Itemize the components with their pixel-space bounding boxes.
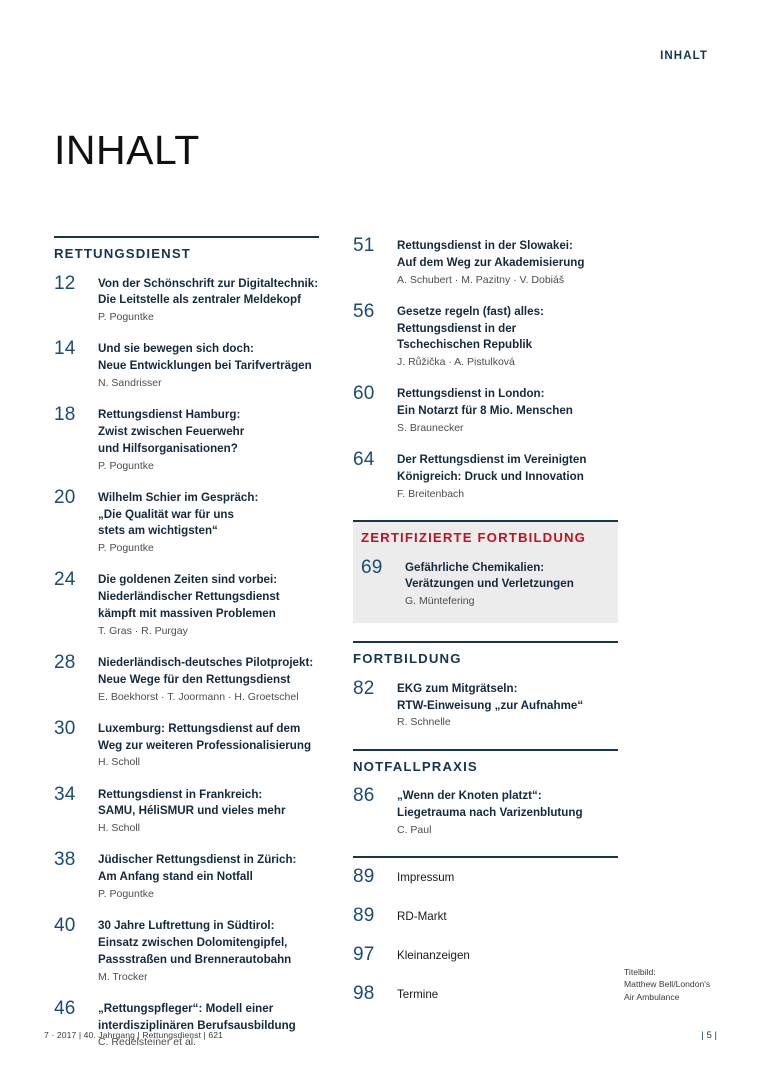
entry-body xyxy=(397,906,618,926)
entry-page-number[interactable]: 46 xyxy=(54,997,76,1019)
entry-body xyxy=(98,999,319,1051)
entry-authors: G. Müntefering xyxy=(405,595,475,608)
toc-entry[interactable] xyxy=(54,405,319,474)
entry-title[interactable]: „Rettungspfleger“: Modell einer interdisziplinären Berufsausbildung xyxy=(98,1001,296,1032)
entry-authors: M. Trocker xyxy=(98,970,148,983)
toc-entry[interactable] xyxy=(54,274,319,326)
entry-body xyxy=(397,302,618,371)
entry-title[interactable]: Wilhelm Schier im Gespräch: „Die Qualität war für uns stets am wichtigsten“ xyxy=(98,490,259,538)
toc-columns xyxy=(54,236,709,1051)
section-rule xyxy=(54,236,319,238)
entry-page-number[interactable]: 56 xyxy=(353,300,375,322)
toc-entry[interactable] xyxy=(54,488,319,557)
toc-section xyxy=(353,236,618,502)
entry-page-number[interactable]: 89 xyxy=(353,904,375,926)
entry-title[interactable]: Termine xyxy=(397,987,439,1001)
entry-title[interactable]: Rettungsdienst in Frankreich: SAMU, HéliSMUR und vieles mehr xyxy=(98,787,286,818)
entry-body xyxy=(98,339,319,391)
entry-authors: T. Gras · R. Purgay xyxy=(98,624,188,637)
toc-section xyxy=(54,236,319,1051)
toc-entry[interactable] xyxy=(353,384,618,436)
entry-body xyxy=(397,867,618,887)
toc-entry[interactable] xyxy=(54,785,319,837)
entry-page-number[interactable]: 20 xyxy=(54,486,76,508)
entry-authors: J. Růžička · A. Pistulková xyxy=(397,356,515,369)
footer-page-number: | 5 | xyxy=(701,1030,717,1041)
entry-authors: H. Scholl xyxy=(98,756,141,769)
cover-credit: Titelbild: Matthew Bell/London's Air Ambulance xyxy=(624,967,711,1002)
entry-page-number[interactable]: 38 xyxy=(54,849,76,871)
entry-page-number[interactable]: 14 xyxy=(54,338,76,360)
entry-page-number[interactable]: 40 xyxy=(54,915,76,937)
toc-entry[interactable] xyxy=(54,719,319,771)
toc-entry[interactable] xyxy=(353,302,618,371)
entry-authors: P. Poguntke xyxy=(98,888,154,900)
entry-page-number[interactable]: 69 xyxy=(361,556,383,578)
entry-title[interactable]: EKG zum Mitgrätseln: RTW-Einweisung „zur Aufnahme“ xyxy=(397,681,584,712)
entry-page-number[interactable]: 24 xyxy=(54,569,76,591)
entry-title[interactable]: Die goldenen Zeiten sind vorbei: Niederländischer Rettungsdienst kämpft mit massiven Problemen xyxy=(98,573,280,620)
toc-entry[interactable] xyxy=(54,850,319,902)
toc-entry[interactable] xyxy=(353,906,618,926)
entry-body xyxy=(397,236,618,288)
entry-authors: P. Poguntke xyxy=(98,542,154,555)
entry-body xyxy=(98,785,319,837)
entry-page-number[interactable]: 18 xyxy=(54,404,76,426)
section-rule xyxy=(353,520,618,522)
section-rule xyxy=(353,641,618,643)
entry-page-number[interactable]: 97 xyxy=(353,943,375,965)
entry-authors: R. Schnelle xyxy=(397,716,451,729)
toc-entry[interactable] xyxy=(54,916,319,985)
entry-title[interactable]: Gesetze regeln (fast) alles: Rettungsdienst in der Tschechischen Republik xyxy=(397,304,544,352)
entry-page-number[interactable]: 30 xyxy=(54,717,76,739)
entry-title[interactable]: Rettungsdienst in London: Ein Notarzt für 8 Mio. Menschen xyxy=(397,387,573,418)
section-rule xyxy=(353,856,618,858)
entry-title[interactable]: Luxemburg: Rettungsdienst auf dem Weg zur weiteren Professionalisierung xyxy=(98,721,312,752)
toc-column-right xyxy=(353,236,618,1023)
entry-body xyxy=(397,384,618,436)
entry-authors: S. Braunecker xyxy=(397,422,464,435)
entry-body xyxy=(98,488,319,557)
toc-section xyxy=(353,520,618,623)
toc-column-left xyxy=(54,236,319,1051)
entry-authors: F. Breitenbach xyxy=(397,487,465,500)
toc-entry[interactable] xyxy=(54,653,319,705)
entry-title[interactable]: 30 Jahre Luftrettung in Südtirol: Einsatz zwischen Dolomitengipfel, Passstraßen und Brennerautobahn xyxy=(98,919,292,966)
entry-authors: A. Schubert · M. Pazitny · V. Dobiáš xyxy=(397,273,565,286)
entry-title[interactable]: Und sie bewegen sich doch: Neue Entwicklungen bei Tarifverträgen xyxy=(98,342,312,373)
toc-section xyxy=(353,856,618,1004)
entry-page-number[interactable]: 28 xyxy=(54,651,76,673)
entry-authors: N. Sandrisser xyxy=(98,376,162,389)
toc-entry[interactable] xyxy=(353,450,618,502)
entry-body xyxy=(98,570,319,639)
entry-body xyxy=(405,558,618,610)
section-heading: NOTFALLPRAXIS xyxy=(353,758,478,774)
section-heading: ZERTIFIZIERTE FORTBILDUNG xyxy=(361,530,587,546)
entry-body xyxy=(98,916,319,985)
entry-authors: E. Boekhorst · T. Joormann · H. Groetschel xyxy=(98,690,299,703)
entry-title[interactable]: Kleinanzeigen xyxy=(397,948,470,962)
entry-title[interactable]: Rettungsdienst in der Slowakei: Auf dem Weg zur Akademisierung xyxy=(397,239,585,269)
entry-title[interactable]: Jüdischer Rettungsdienst in Zürich: Am Anfang stand ein Notfall xyxy=(98,853,297,884)
entry-body xyxy=(397,679,618,731)
toc-section xyxy=(353,749,618,838)
toc-section xyxy=(353,641,618,730)
entry-body xyxy=(98,653,319,705)
entry-page-number[interactable]: 34 xyxy=(54,783,76,805)
toc-entry[interactable] xyxy=(353,867,618,887)
toc-entry[interactable] xyxy=(353,945,618,965)
entry-body xyxy=(98,719,319,771)
entry-page-number[interactable]: 60 xyxy=(353,383,375,405)
entry-title[interactable]: Impressum xyxy=(397,871,455,885)
entry-body xyxy=(98,850,319,902)
section-heading: FORTBILDUNG xyxy=(353,651,462,667)
entry-page-number[interactable]: 64 xyxy=(353,449,375,471)
entry-body xyxy=(397,786,618,838)
toc-entry[interactable] xyxy=(353,984,618,1004)
running-head: INHALT xyxy=(660,50,708,62)
toc-entry[interactable] xyxy=(54,999,319,1051)
toc-entry[interactable] xyxy=(353,236,618,288)
entry-page-number[interactable]: 82 xyxy=(353,677,375,699)
entry-body xyxy=(397,984,618,1004)
entry-authors: P. Poguntke xyxy=(98,459,154,472)
section-rule xyxy=(353,749,618,751)
entry-title[interactable]: RD-Markt xyxy=(397,909,447,923)
footer-issue-line: 7 · 2017 | 40. Jahrgang | Rettungsdienst | 621 xyxy=(44,1030,223,1040)
entry-title[interactable]: Niederländisch-deutsches Pilotprojekt: Neue Wege für den Rettungsdienst xyxy=(98,655,314,686)
toc-entry[interactable] xyxy=(353,558,618,610)
toc-entry[interactable] xyxy=(54,339,319,391)
entry-title[interactable]: Von der Schönschrift zur Digitaltechnik: Die Leitstelle als zentraler Meldekopf xyxy=(98,276,319,307)
entry-authors: H. Scholl xyxy=(98,822,141,835)
entry-body xyxy=(397,945,618,965)
entry-title[interactable]: Der Rettungsdienst im Vereinigten Königreich: Druck und Innovation xyxy=(397,453,587,484)
toc-entry[interactable] xyxy=(353,679,618,731)
entry-title[interactable]: Gefährliche Chemikalien: Verätzungen und Verletzungen xyxy=(405,560,574,591)
entry-page-number[interactable]: 51 xyxy=(353,235,375,256)
entry-authors: P. Poguntke xyxy=(98,311,154,324)
entry-page-number[interactable]: 89 xyxy=(353,866,375,888)
entry-authors: C. Redelsteiner et al. xyxy=(98,1036,197,1049)
entry-authors: C. Paul xyxy=(397,823,432,836)
entry-body xyxy=(397,450,618,502)
entry-body xyxy=(98,405,319,474)
entry-body xyxy=(98,274,319,326)
entry-page-number[interactable]: 12 xyxy=(54,272,76,294)
toc-entry[interactable] xyxy=(54,570,319,639)
entry-title[interactable]: Rettungsdienst Hamburg: Zwist zwischen Feuerwehr und Hilfsorganisationen? xyxy=(98,408,245,455)
page-title: INHALT xyxy=(54,127,200,174)
toc-entry[interactable] xyxy=(353,786,618,838)
section-heading: RETTUNGSDIENST xyxy=(54,246,191,261)
entry-title[interactable]: „Wenn der Knoten platzt“: Liegetrauma nach Varizenblutung xyxy=(397,789,583,820)
entry-page-number[interactable]: 86 xyxy=(353,785,375,807)
entry-page-number[interactable]: 98 xyxy=(353,982,375,1004)
